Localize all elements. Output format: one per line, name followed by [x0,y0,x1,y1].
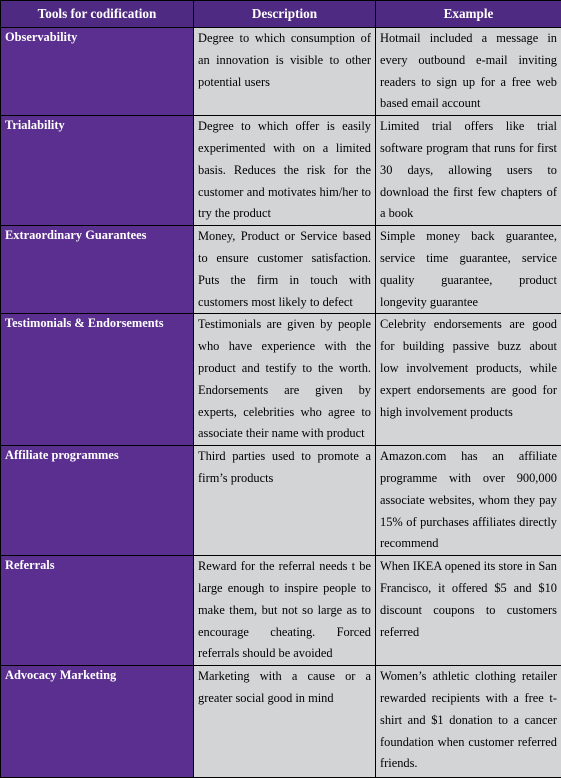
tool-description: Money, Product or Service based to ensure customer satisfaction. Puts the firm in touch with customers most likely to defect [194,226,376,314]
table-row [1,116,561,226]
tool-name: Trialability [1,116,194,226]
tool-example: Women’s athletic clothing retailer rewarded recipients with a free t-shirt and $1 donation to a cancer foundation when customer referred friends. [376,666,561,778]
header-tools: Tools for codification [1,1,194,28]
tool-name: Advocacy Marketing [1,666,194,778]
table-row [1,28,561,116]
table-row [1,556,561,666]
tool-description: Third parties used to promote a firm’s products [194,446,376,556]
tool-description: Testimonials are given by people who have experience with the product and testify to the worth. Endorsements are given by experts, celebrities who agree to associate their name with product [194,314,376,446]
tool-description: Reward for the referral needs t be large enough to inspire people to make them, but not so large as to encourage cheating. Forced referrals should be avoided [194,556,376,666]
tool-example: When IKEA opened its store in San Francisco, it offered $5 and $10 discount coupons to customers referred [376,556,561,666]
tool-name: Affiliate programmes [1,446,194,556]
table-row [1,666,561,778]
header-row [1,1,561,28]
header-example: Example [376,1,561,28]
tool-description: Marketing with a cause or a greater social good in mind [194,666,376,778]
tool-example: Celebrity endorsements are good for building passive buzz about low involvement products, while expert endorsements are good for high involvement products [376,314,561,446]
table-row [1,446,561,556]
tool-example: Simple money back guarantee, service time guarantee, service quality guarantee, product longevity guarantee [376,226,561,314]
header-description: Description [194,1,376,28]
tool-name: Referrals [1,556,194,666]
tool-name: Testimonials & Endorsements [1,314,194,446]
table-row [1,226,561,314]
tool-description: Degree to which consumption of an innovation is visible to other potential users [194,28,376,116]
tool-example: Amazon.com has an affiliate programme with over 900,000 associate websites, whom they pay 15% of purchases affiliates directly recommend [376,446,561,556]
tool-name: Extraordinary Guarantees [1,226,194,314]
tool-example: Hotmail included a message in every outbound e-mail inviting readers to sign up for a free web based email account [376,28,561,116]
tool-example: Limited trial offers like trial software program that runs for first 30 days, allowing users to download the first few chapters of a book [376,116,561,226]
table-row [1,314,561,446]
tool-name: Observability [1,28,194,116]
tool-description: Degree to which offer is easily experimented with on a limited basis. Reduces the risk for the customer and motivates him/her to try the product [194,116,376,226]
